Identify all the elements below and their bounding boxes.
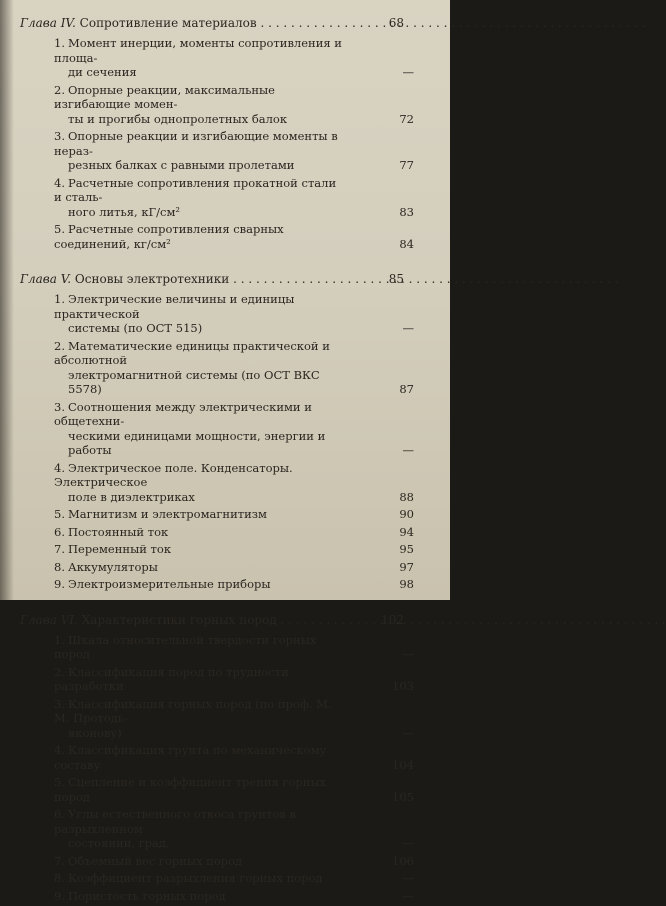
- toc-entry-first-line: [54, 222, 284, 251]
- toc-entry-page-number: 84: [399, 236, 414, 251]
- toc-entry-continuation: ты и прогибы однопролетных балок: [68, 111, 288, 126]
- toc-entry-continuation: ди сечения: [68, 65, 137, 79]
- toc-entry-title: Сцепление и коэффициент трения горных пород: [54, 775, 327, 804]
- toc-entry-number: 6.: [54, 807, 65, 821]
- toc-entry: [54, 176, 416, 220]
- chapter-heading-text: [20, 16, 356, 30]
- toc-entry-number: 4.: [54, 460, 65, 475]
- toc-entry: [54, 507, 416, 522]
- toc-entry-title: Опорные реакции и изгибающие моменты в нераз-: [54, 129, 338, 158]
- toc-entry-number: 1.: [54, 632, 65, 647]
- toc-entry-page-number: 98: [399, 577, 414, 591]
- toc-entry-first-line: [54, 83, 275, 112]
- toc-entry: [54, 461, 416, 505]
- toc-entry-first-line: [54, 871, 323, 885]
- toc-entry-title: Переменный ток: [67, 542, 172, 556]
- chapter-heading-text: [20, 272, 356, 286]
- toc-entry-number: 8.: [54, 559, 65, 574]
- toc-entry-first-line: [54, 889, 226, 903]
- toc-entry-title: Углы естественного откоса грунтов в разрыхленном: [54, 807, 296, 836]
- toc-entry-text: [54, 339, 344, 397]
- toc-entry-title: Опорные реакции, максимальные изгибающие момен-: [54, 82, 275, 111]
- toc-entry: [54, 743, 416, 772]
- toc-entry: [54, 807, 416, 851]
- toc-entry-page-number: —: [402, 443, 414, 457]
- toc-entry-number: 9.: [54, 577, 65, 591]
- toc-entry-text: [54, 697, 344, 741]
- toc-entry-page-number: —: [402, 321, 414, 335]
- toc-entry-title: Соотношения между электрическими и общетехни-: [54, 399, 312, 428]
- toc-entry-text: [54, 889, 344, 904]
- toc-entry-text: [54, 461, 344, 505]
- toc-entry-title: Коэффициент разрыхления горных пород: [67, 871, 323, 885]
- toc-entry-first-line: [54, 36, 342, 65]
- chapter-prefix: Глава VI.: [20, 612, 78, 627]
- chapter-title: Основы электротехники: [74, 272, 230, 286]
- toc-entry-first-line: [54, 854, 242, 868]
- toc-entry-page-number: —: [402, 888, 414, 903]
- toc-entry-number: 5.: [54, 507, 65, 521]
- toc-entry-number: 6.: [54, 524, 65, 539]
- section-spacer: [20, 254, 416, 264]
- toc-entry-first-line: [54, 176, 336, 205]
- toc-entry-first-line: [54, 560, 158, 574]
- toc-entry-first-line: [54, 665, 289, 694]
- toc-entry-text: [54, 176, 344, 220]
- toc-entry-text: [54, 577, 344, 592]
- toc-entry-first-line: [54, 525, 168, 539]
- toc-entry-number: 1.: [54, 36, 65, 50]
- chapter-entries: [54, 36, 416, 251]
- toc-entry-page-number: —: [402, 65, 414, 79]
- toc-entry-continuation: резных балках с равными пролетами: [68, 158, 295, 172]
- toc-entry-number: 7.: [54, 853, 65, 868]
- toc-entry: [54, 854, 416, 869]
- section-spacer: [20, 595, 416, 605]
- toc-entry-page-number: 105: [392, 789, 414, 804]
- toc-entry: [54, 525, 416, 540]
- toc-entry-number: 5.: [54, 222, 65, 236]
- toc-entry-number: 2.: [54, 82, 65, 97]
- toc-entry-page-number: 106: [392, 853, 414, 868]
- toc-entry-continuation: системы (по ОСТ 515): [68, 321, 203, 335]
- toc-entry-number: 3.: [54, 399, 65, 414]
- toc-entry-text: [54, 83, 344, 127]
- toc-entry-continuation: электромагнитной системы (по ОСТ ВКС 5578): [68, 367, 320, 396]
- chapter-title: Сопротивление материалов: [79, 16, 257, 30]
- toc-entry-page-number: —: [402, 836, 414, 850]
- toc-entry: [54, 889, 416, 904]
- chapter-entries: [54, 292, 416, 592]
- toc-entry-page-number: 94: [399, 524, 414, 539]
- toc-entry-page-number: 97: [399, 559, 414, 574]
- toc-entry-title: Электроизмерительные приборы: [67, 577, 271, 591]
- toc-entry-page-number: 87: [399, 382, 414, 396]
- toc-entry-first-line: [54, 400, 312, 429]
- toc-entry: [54, 697, 416, 741]
- toc-entry-text: [54, 633, 344, 662]
- toc-entry-title: Постоянный ток: [67, 524, 169, 539]
- toc-entry: [54, 339, 416, 397]
- toc-entry-title: Классификация пород по трудности разработки: [54, 664, 289, 693]
- toc-entry-text: [54, 36, 344, 80]
- chapter-prefix: Глава IV.: [20, 16, 76, 30]
- toc-entry-first-line: [54, 743, 326, 772]
- chapter-heading-text: [20, 613, 356, 627]
- toc-entry-text: [54, 129, 344, 173]
- toc-entry-title: Момент инерции, моменты сопротивления и площа-: [54, 36, 342, 65]
- toc-entry-number: 2.: [54, 664, 65, 679]
- toc-entry-title: Математические единицы практической и абсолютной: [54, 338, 330, 367]
- toc-entry-title: Расчетные сопротивления сварных соединений, кг/см²: [54, 222, 284, 251]
- toc-entry-first-line: [54, 129, 338, 158]
- table-of-contents: [20, 8, 416, 906]
- toc-entry-first-line: [54, 633, 316, 662]
- toc-entry: [54, 36, 416, 80]
- toc-entry-number: 1.: [54, 292, 65, 306]
- toc-entry-first-line: [54, 807, 296, 836]
- toc-entry-text: [54, 871, 344, 886]
- toc-entry: [54, 222, 416, 251]
- toc-entry-first-line: [54, 339, 330, 368]
- toc-entry: [54, 633, 416, 662]
- toc-entry-continuation: поле в диэлектриках: [68, 489, 195, 504]
- toc-entry-text: [54, 525, 344, 540]
- toc-entry-text: [54, 807, 344, 851]
- toc-entry-number: 8.: [54, 871, 65, 885]
- toc-entry-text: [54, 743, 344, 772]
- toc-entry-page-number: 72: [399, 111, 414, 126]
- chapter-heading: [20, 268, 416, 292]
- toc-entry: [54, 871, 416, 886]
- toc-entry-page-number: —: [402, 725, 414, 740]
- toc-entry: [54, 775, 416, 804]
- chapter-entries: [54, 633, 416, 904]
- chapter-title: Характеристики горных пород: [81, 612, 277, 627]
- toc-entry-continuation: ческими единицами мощности, энергии и работы: [68, 428, 326, 457]
- toc-entry-number: 4.: [54, 743, 65, 757]
- toc-entry-page-number: —: [402, 871, 414, 885]
- toc-entry-title: Расчетные сопротивления прокатной стали и сталь-: [54, 175, 337, 204]
- toc-entry-text: [54, 560, 344, 575]
- toc-entry-first-line: [54, 461, 293, 490]
- toc-entry-page-number: 104: [392, 757, 414, 772]
- toc-entry-title: Объемный вес горных пород: [67, 853, 243, 868]
- toc-entry-first-line: [54, 577, 271, 591]
- toc-entry-text: [54, 292, 344, 336]
- toc-entry-text: [54, 665, 344, 694]
- toc-entry-title: Пористость горных пород: [67, 888, 226, 903]
- toc-entry-text: [54, 775, 344, 804]
- toc-entry-text: [54, 222, 344, 251]
- toc-entry-title: Магнитизм и электромагнитизм: [67, 507, 267, 521]
- toc-entry-title: Классификация горных пород (по проф. М. М. Протодь-: [54, 696, 332, 725]
- chapter-page-number: 85: [388, 272, 404, 286]
- toc-entry: [54, 292, 416, 336]
- toc-entry-title: Шкала относительной твердости горных пород: [54, 632, 317, 661]
- chapter-heading: [20, 609, 416, 633]
- toc-entry-first-line: [54, 292, 294, 321]
- toc-entry-title: Аккумуляторы: [67, 559, 158, 574]
- toc-entry-page-number: 103: [392, 679, 414, 693]
- page-gutter-shadow: [0, 0, 14, 600]
- toc-entry-number: 3.: [54, 696, 65, 711]
- toc-entry-page-number: —: [402, 647, 414, 661]
- toc-entry-number: 4.: [54, 175, 65, 190]
- toc-entry-continuation: яконову): [68, 725, 122, 740]
- toc-entry: [54, 83, 416, 127]
- toc-entry-text: [54, 400, 344, 458]
- toc-entry-text: [54, 854, 344, 869]
- toc-entry-page-number: 88: [399, 489, 414, 504]
- toc-entry-title: Электрическое поле. Конденсаторы. Электрическое: [54, 460, 293, 489]
- toc-entry-first-line: [54, 542, 171, 556]
- toc-entry-page-number: 95: [399, 542, 414, 556]
- toc-entry-first-line: [54, 507, 267, 521]
- toc-entry-title: Электрические величины и единицы практической: [54, 292, 295, 321]
- toc-entry-number: 9.: [54, 888, 65, 903]
- toc-entry-number: 2.: [54, 338, 65, 353]
- toc-entry: [54, 665, 416, 694]
- toc-entry-page-number: 90: [399, 507, 414, 521]
- toc-entry-continuation: состоянии, град.: [68, 836, 170, 850]
- toc-entry: [54, 560, 416, 575]
- toc-entry: [54, 400, 416, 458]
- chapter-page-number: 68: [388, 16, 404, 30]
- toc-entry-continuation: ного литья, кГ/см²: [68, 204, 181, 219]
- toc-entry-text: [54, 542, 344, 557]
- toc-entry: [54, 577, 416, 592]
- toc-entry-number: 7.: [54, 542, 65, 556]
- toc-entry-text: [54, 507, 344, 522]
- toc-entry-number: 5.: [54, 775, 65, 789]
- chapter-page-number: 102: [381, 612, 404, 627]
- toc-entry: [54, 542, 416, 557]
- toc-entry-number: 3.: [54, 129, 65, 143]
- toc-entry-page-number: 83: [399, 204, 414, 219]
- toc-entry-page-number: 77: [399, 158, 414, 172]
- chapter-heading: [20, 12, 416, 36]
- toc-entry: [54, 129, 416, 173]
- toc-entry-first-line: [54, 775, 326, 804]
- toc-entry-first-line: [54, 697, 332, 726]
- chapter-prefix: Глава V.: [20, 272, 72, 286]
- toc-entry-title: Классификация грунта по механическому составу: [54, 743, 327, 772]
